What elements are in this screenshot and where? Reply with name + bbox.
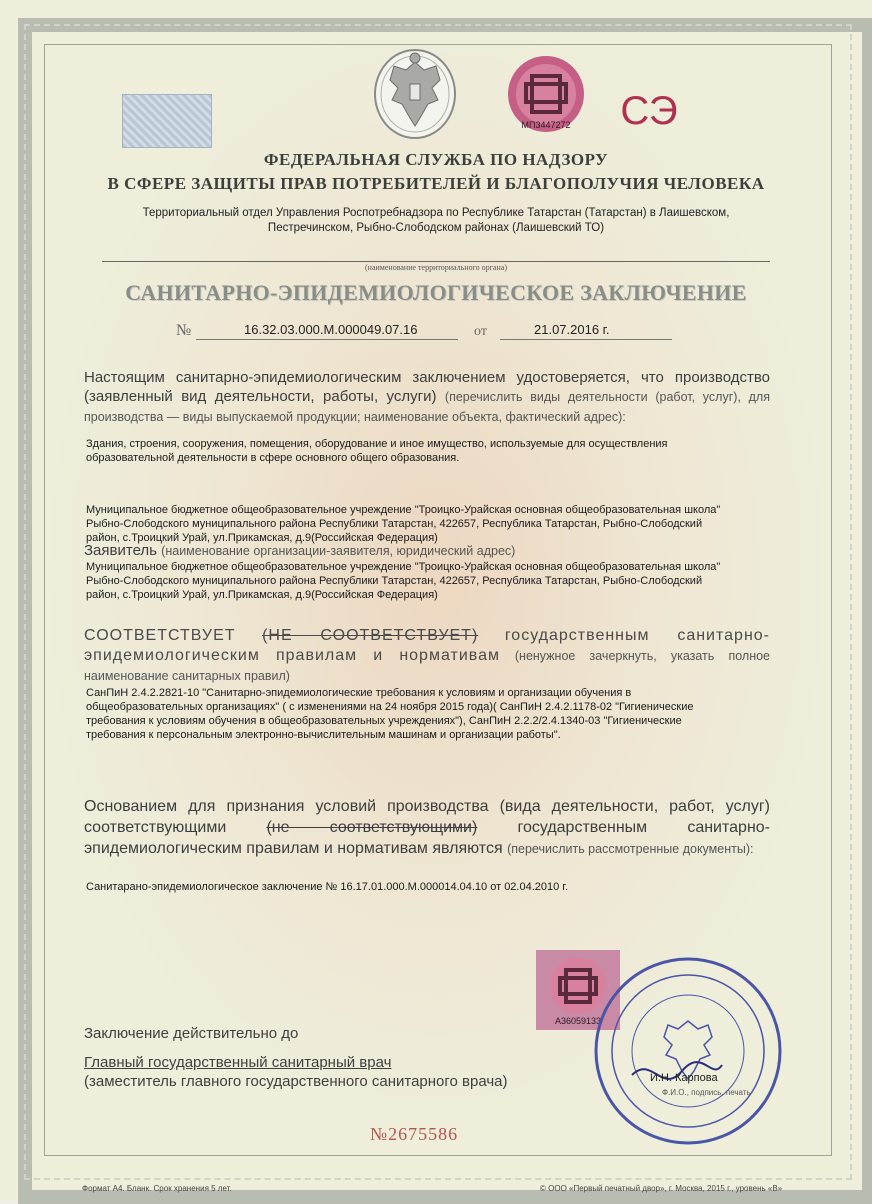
compliance-text-2: эпидемиологическим правилам и нормативам	[84, 647, 500, 664]
regional-office	[100, 206, 772, 236]
sanitary-rules	[86, 686, 766, 742]
applicant-label: Заявитель	[84, 542, 157, 559]
org-underline	[102, 261, 770, 262]
applicant-note: (наименование организации-заявителя, юридический адрес)	[161, 544, 516, 558]
compliance-statement	[84, 626, 770, 686]
basis-text-1: Основанием для признания условий производства (вида деятельности, работ, услуг) соответствующими	[84, 798, 770, 836]
sticker-code: А36059133	[554, 1016, 602, 1026]
chief-doctor-title: Главный государственный санитарный врач	[84, 1054, 392, 1071]
org-caption: (наименование территориального органа)	[365, 263, 507, 272]
footer-printer: © ООО «Первый печатный двор», г. Москва, 2015 г., уровень «В»	[540, 1184, 783, 1193]
compliance-note: (ненужное зачеркнуть, указать полное наименование санитарных правил)	[84, 649, 771, 683]
object-address	[86, 503, 766, 545]
form-serial-number: №2675586	[370, 1124, 459, 1144]
hologram-seal-icon	[504, 54, 588, 134]
applicant-line-2: Рыбно-Слободского муниципального района Республики Татарстан, 422657, Республика Татарстан, Рыбно-Слободский	[86, 575, 703, 587]
seal-top-code: МП3447272	[521, 120, 571, 130]
basis-document: Санитарано-эпидемиологическое заключение № 16.17.01.000.М.000014.04.10 от 02.04.2010 г.	[86, 881, 569, 893]
regional-line-2: Пестречинском, Рыбно-Слободском районах (Лаишевский ТО)	[267, 222, 605, 234]
basis-statement	[84, 796, 770, 860]
hologram-icon	[122, 94, 212, 148]
object-description	[86, 437, 766, 465]
agency-line-2: В СФЕРЕ ЗАЩИТЫ ПРАВ ПОТРЕБИТЕЛЕЙ И БЛАГОПОЛУЧИЯ ЧЕЛОВЕКА	[107, 174, 765, 193]
object-line-1: Здания, строения, сооружения, помещения, оборудование и иное имущество, используемые для осуществления	[86, 438, 668, 450]
compliance-text-1: государственным санитарно-	[504, 627, 770, 644]
address-line-1: Муниципальное бюджетное общеобразовательное учреждение "Троицко-Урайская основная общеобразовательная школа"	[86, 504, 721, 516]
applicant-details	[86, 560, 766, 602]
applicant-heading	[84, 541, 770, 561]
agency-line-1: ФЕДЕРАЛЬНАЯ СЛУЖБА ПО НАДЗОРУ	[263, 150, 609, 169]
number-underline	[196, 339, 458, 340]
compliance-status-struck: (НЕ СООТВЕТСТВУЕТ)	[262, 627, 479, 644]
document-title: САНИТАРНО-ЭПИДЕМИОЛОГИЧЕСКОЕ ЗАКЛЮЧЕНИЕ	[125, 280, 747, 305]
certification-intro	[84, 368, 770, 427]
signer-caption: Ф.И.О., подпись, печать	[662, 1088, 751, 1097]
certification-note: (перечислить виды деятельности (работ, услуг), для производства — виды выпускаемой продукции; наименование объекта, фактический адрес):	[84, 390, 770, 424]
certificate-date: 21.07.2016 г.	[534, 322, 610, 337]
valid-until: Заключение действительно до	[84, 1025, 299, 1042]
signer-name: И.Н. Карпова	[650, 1072, 718, 1084]
rules-line-2: общеобразовательных организациях" ( с изменениями на 24 ноября 2015 года)( СанПиН 2.4.2.1178-02 "Гигиенические	[86, 701, 694, 713]
date-label-text: от	[474, 324, 487, 339]
rules-line-3: требования к условиям обучения в общеобразовательных учреждениях"), СанПиН 2.2.2/2.4.1340-03 "Гигиенические	[86, 715, 682, 727]
basis-struck: (не соответствующими)	[266, 819, 478, 836]
date-underline	[500, 339, 672, 340]
number-label	[176, 322, 191, 340]
certificate-number: 16.32.03.000.М.000049.07.16	[244, 322, 418, 337]
address-line-3: район, с.Троицкий Урай, ул.Прикамская, д.9(Российская Федерация)	[86, 532, 438, 544]
object-line-2: образовательной деятельности в сфере основного общего образования.	[86, 452, 460, 464]
address-line-2: Рыбно-Слободского муниципального района Республики Татарстан, 422657, Республика Татарстан, Рыбно-Слободский	[86, 518, 703, 530]
regional-line-1: Территориальный отдел Управления Роспотребнадзора по Республике Татарстан (Татарстан) в Лаишевском,	[142, 207, 730, 219]
coat-of-arms-icon	[370, 40, 460, 140]
number-sign: №	[176, 322, 192, 339]
basis-note: (перечислить рассмотренные документы):	[507, 842, 754, 856]
footer-format: Формат А4. Бланк. Срок хранения 5 лет.	[82, 1184, 232, 1193]
official-stamp-icon	[592, 955, 784, 1147]
certification-intro-text: Настоящим санитарно-эпидемиологическим заключением удостоверяется, что производство (заявленный вид деятельности, работы, услуги)	[84, 369, 770, 405]
rules-line-4: требования к персональным электронно-вычислительным машинам и организации работы".	[86, 729, 561, 741]
se-mark-icon	[604, 84, 694, 134]
compliance-status: СООТВЕТСТВУЕТ	[84, 627, 236, 644]
se-mark-text: СЭ	[620, 89, 678, 133]
deputy-title: (заместитель главного государственного санитарного врача)	[84, 1073, 508, 1090]
rules-line-1: СанПиН 2.4.2.2821-10 "Санитарно-эпидемиологические требования к условиям и организации обучения в	[86, 687, 632, 699]
basis-text-2: государственным санитарно-эпидемиологическим правилам и нормативам являются	[84, 819, 770, 857]
applicant-line-3: район, с.Троицкий Урай, ул.Прикамская, д.9(Российская Федерация)	[86, 589, 438, 601]
applicant-line-1: Муниципальное бюджетное общеобразовательное учреждение "Троицко-Урайская основная общеобразовательная школа"	[86, 561, 721, 573]
date-label	[474, 323, 487, 340]
